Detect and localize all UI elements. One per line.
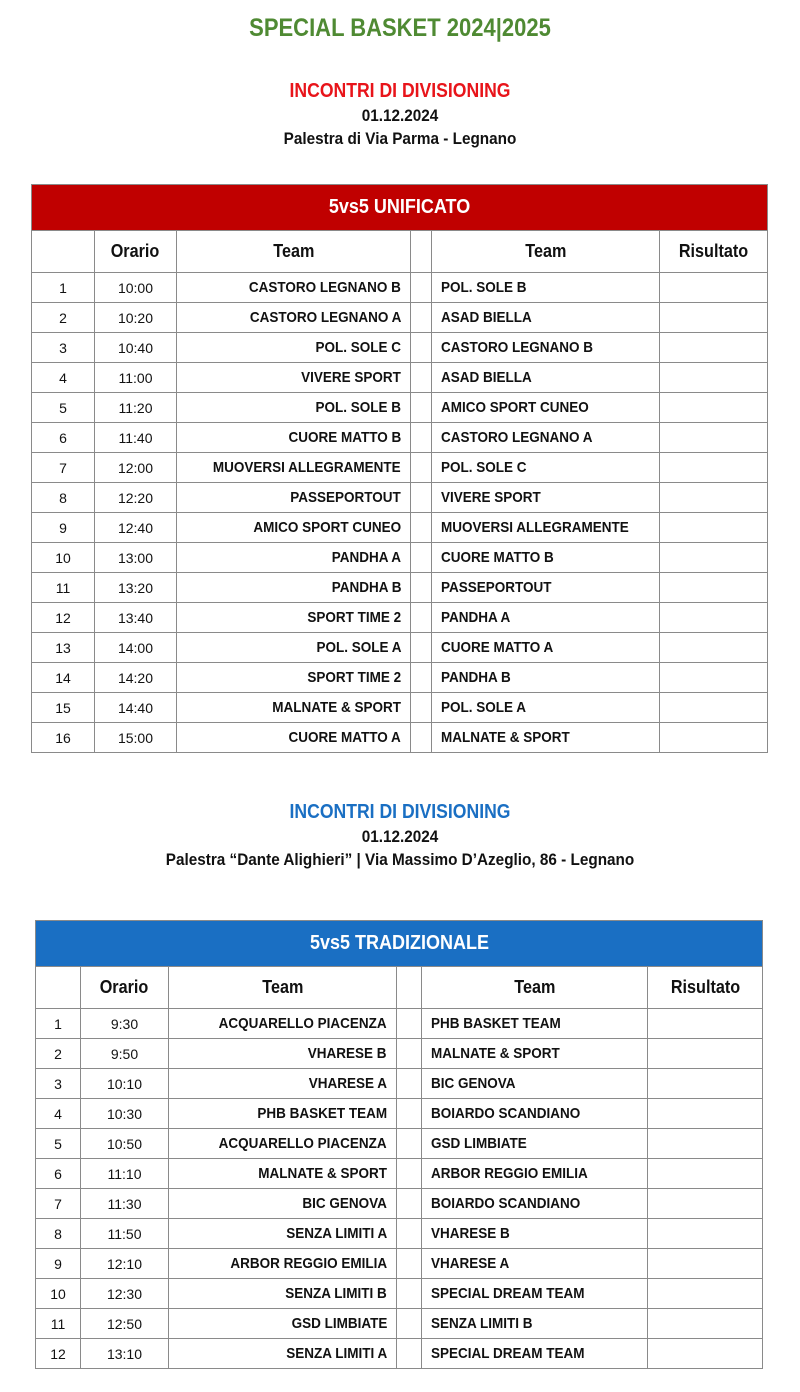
result-cell	[648, 1249, 763, 1279]
separator-cell	[397, 1039, 422, 1069]
separator-cell	[411, 513, 432, 543]
separator-cell	[397, 1099, 422, 1129]
team-away: PHB BASKET TEAM	[422, 1009, 648, 1039]
result-cell	[660, 363, 768, 393]
table-row	[32, 273, 768, 303]
result-cell	[660, 453, 768, 483]
match-number: 13	[32, 633, 95, 663]
match-time: 12:00	[95, 453, 177, 483]
separator-cell	[411, 633, 432, 663]
match-number: 1	[32, 273, 95, 303]
result-cell	[648, 1099, 763, 1129]
page-title: SPECIAL BASKET 2024|2025	[249, 14, 551, 42]
team-away: POL. SOLE C	[432, 453, 660, 483]
table-row	[32, 723, 768, 753]
result-cell	[660, 543, 768, 573]
section1-subtitle: INCONTRI DI DIVISIONING	[289, 80, 511, 102]
match-time: 10:10	[81, 1069, 169, 1099]
match-time: 11:10	[81, 1159, 169, 1189]
table-row	[36, 1039, 763, 1069]
table-row	[36, 1009, 763, 1039]
team-away: ASAD BIELLA	[432, 303, 660, 333]
team-home: SPORT TIME 2	[177, 603, 411, 633]
match-number: 6	[36, 1159, 81, 1189]
table-row	[36, 1309, 763, 1339]
table-row	[36, 1219, 763, 1249]
match-number: 15	[32, 693, 95, 723]
match-time: 11:00	[95, 363, 177, 393]
section1-heading	[0, 78, 800, 150]
result-cell	[648, 1069, 763, 1099]
match-number: 12	[36, 1339, 81, 1369]
match-time: 13:40	[95, 603, 177, 633]
result-cell	[660, 603, 768, 633]
match-time: 11:50	[81, 1219, 169, 1249]
team-home: MUOVERSI ALLEGRAMENTE	[177, 453, 411, 483]
separator-cell	[397, 1309, 422, 1339]
result-cell	[660, 723, 768, 753]
table-header-row	[36, 967, 763, 1009]
team-away: POL. SOLE B	[432, 273, 660, 303]
match-number: 12	[32, 603, 95, 633]
team-away: GSD LIMBIATE	[422, 1129, 648, 1159]
team-home: CASTORO LEGNANO B	[177, 273, 411, 303]
team-home: PANDHA A	[177, 543, 411, 573]
header-team-away: Team	[432, 231, 660, 273]
result-cell	[660, 423, 768, 453]
team-home: PANDHA B	[177, 573, 411, 603]
team-away: PASSEPORTOUT	[432, 573, 660, 603]
team-away: POL. SOLE A	[432, 693, 660, 723]
result-cell	[660, 333, 768, 363]
result-cell	[648, 1009, 763, 1039]
table-row	[36, 1279, 763, 1309]
team-home: SENZA LIMITI A	[169, 1219, 397, 1249]
result-cell	[660, 573, 768, 603]
separator-cell	[411, 723, 432, 753]
match-time: 10:20	[95, 303, 177, 333]
table-row	[32, 423, 768, 453]
result-cell	[660, 633, 768, 663]
match-number: 3	[32, 333, 95, 363]
match-time: 10:40	[95, 333, 177, 363]
separator-cell	[397, 1009, 422, 1039]
match-time: 14:20	[95, 663, 177, 693]
match-number: 10	[36, 1279, 81, 1309]
separator-cell	[411, 303, 432, 333]
team-home: SPORT TIME 2	[177, 663, 411, 693]
match-time: 12:50	[81, 1309, 169, 1339]
result-cell	[648, 1189, 763, 1219]
table-row	[32, 573, 768, 603]
section1-date: 01.12.2024	[361, 106, 439, 125]
table-row	[36, 1129, 763, 1159]
section2-venue: Palestra “Dante Alighieri” | Via Massimo D’Azeglio, 86 - Legnano	[165, 850, 635, 869]
table-row	[36, 1249, 763, 1279]
separator-cell	[397, 1339, 422, 1369]
team-home: ARBOR REGGIO EMILIA	[169, 1249, 397, 1279]
tradizionale-schedule-table	[35, 920, 763, 1369]
separator-cell	[411, 573, 432, 603]
team-away: CUORE MATTO B	[432, 543, 660, 573]
header-result: Risultato	[648, 967, 763, 1009]
team-home: VIVERE SPORT	[177, 363, 411, 393]
match-number: 8	[32, 483, 95, 513]
team-away: MALNATE & SPORT	[422, 1039, 648, 1069]
table-row	[32, 663, 768, 693]
team-away: BOIARDO SCANDIANO	[422, 1189, 648, 1219]
team-home: PASSEPORTOUT	[177, 483, 411, 513]
match-number: 9	[32, 513, 95, 543]
team-away: CASTORO LEGNANO A	[432, 423, 660, 453]
match-time: 12:40	[95, 513, 177, 543]
table-row	[36, 1339, 763, 1369]
section1-venue: Palestra di Via Parma - Legnano	[283, 129, 517, 148]
table-row	[32, 303, 768, 333]
team-home: GSD LIMBIATE	[169, 1309, 397, 1339]
match-time: 14:40	[95, 693, 177, 723]
match-number: 5	[32, 393, 95, 423]
separator-cell	[411, 483, 432, 513]
team-home: PHB BASKET TEAM	[169, 1099, 397, 1129]
match-time: 11:20	[95, 393, 177, 423]
table-header-row	[32, 231, 768, 273]
table-row	[32, 513, 768, 543]
team-home: CUORE MATTO B	[177, 423, 411, 453]
table-banner: 5vs5 UNIFICATO	[32, 185, 768, 231]
match-number: 8	[36, 1219, 81, 1249]
result-cell	[660, 693, 768, 723]
match-number: 5	[36, 1129, 81, 1159]
team-home: AMICO SPORT CUNEO	[177, 513, 411, 543]
separator-cell	[397, 1129, 422, 1159]
match-time: 15:00	[95, 723, 177, 753]
table-banner: 5vs5 TRADIZIONALE	[36, 921, 763, 967]
table-row	[32, 333, 768, 363]
separator-cell	[397, 1249, 422, 1279]
match-time: 13:10	[81, 1339, 169, 1369]
table-row	[32, 453, 768, 483]
team-home: SENZA LIMITI A	[169, 1339, 397, 1369]
team-away: VHARESE B	[422, 1219, 648, 1249]
header-team-home: Team	[177, 231, 411, 273]
separator-cell	[411, 453, 432, 483]
result-cell	[648, 1129, 763, 1159]
separator-cell	[411, 393, 432, 423]
table-row	[32, 633, 768, 663]
separator-cell	[397, 1159, 422, 1189]
table-row	[32, 693, 768, 723]
result-cell	[660, 513, 768, 543]
result-cell	[648, 1339, 763, 1369]
table-row	[32, 543, 768, 573]
team-away: SENZA LIMITI B	[422, 1309, 648, 1339]
separator-cell	[411, 543, 432, 573]
match-time: 13:00	[95, 543, 177, 573]
result-cell	[660, 393, 768, 423]
team-home: POL. SOLE C	[177, 333, 411, 363]
table-row	[32, 483, 768, 513]
separator-cell	[397, 1219, 422, 1249]
result-cell	[660, 303, 768, 333]
match-number: 2	[32, 303, 95, 333]
match-number: 2	[36, 1039, 81, 1069]
team-away: VIVERE SPORT	[432, 483, 660, 513]
table-row	[36, 1069, 763, 1099]
table-row	[32, 603, 768, 633]
table-row	[36, 1159, 763, 1189]
separator-cell	[411, 363, 432, 393]
section2-heading	[0, 799, 800, 871]
team-home: ACQUARELLO PIACENZA	[169, 1129, 397, 1159]
team-home: CASTORO LEGNANO A	[177, 303, 411, 333]
match-number: 3	[36, 1069, 81, 1099]
team-away: PANDHA B	[432, 663, 660, 693]
team-home: MALNATE & SPORT	[177, 693, 411, 723]
separator-cell	[411, 603, 432, 633]
team-away: VHARESE A	[422, 1249, 648, 1279]
team-home: VHARESE B	[169, 1039, 397, 1069]
match-time: 10:50	[81, 1129, 169, 1159]
result-cell	[648, 1219, 763, 1249]
match-time: 9:50	[81, 1039, 169, 1069]
result-cell	[648, 1159, 763, 1189]
team-away: BIC GENOVA	[422, 1069, 648, 1099]
table-row	[36, 1099, 763, 1129]
separator-cell	[411, 663, 432, 693]
match-number: 7	[32, 453, 95, 483]
team-away: AMICO SPORT CUNEO	[432, 393, 660, 423]
match-number: 11	[36, 1309, 81, 1339]
result-cell	[660, 483, 768, 513]
match-time: 12:10	[81, 1249, 169, 1279]
team-home: VHARESE A	[169, 1069, 397, 1099]
separator-cell	[397, 1069, 422, 1099]
match-time: 11:40	[95, 423, 177, 453]
header-time: Orario	[95, 231, 177, 273]
team-home: POL. SOLE B	[177, 393, 411, 423]
table-row	[36, 1189, 763, 1219]
team-away: MUOVERSI ALLEGRAMENTE	[432, 513, 660, 543]
team-away: PANDHA A	[432, 603, 660, 633]
table-row	[32, 393, 768, 423]
result-cell	[660, 663, 768, 693]
team-away: CUORE MATTO A	[432, 633, 660, 663]
match-time: 10:00	[95, 273, 177, 303]
result-cell	[648, 1039, 763, 1069]
team-home: POL. SOLE A	[177, 633, 411, 663]
header-team-home: Team	[169, 967, 397, 1009]
separator-cell	[411, 423, 432, 453]
separator-cell	[411, 333, 432, 363]
match-number: 10	[32, 543, 95, 573]
team-home: SENZA LIMITI B	[169, 1279, 397, 1309]
team-away: CASTORO LEGNANO B	[432, 333, 660, 363]
match-number: 6	[32, 423, 95, 453]
match-time: 10:30	[81, 1099, 169, 1129]
match-number: 9	[36, 1249, 81, 1279]
match-number: 4	[36, 1099, 81, 1129]
team-home: BIC GENOVA	[169, 1189, 397, 1219]
header-team-away: Team	[422, 967, 648, 1009]
team-away: ARBOR REGGIO EMILIA	[422, 1159, 648, 1189]
team-away: SPECIAL DREAM TEAM	[422, 1279, 648, 1309]
team-away: ASAD BIELLA	[432, 363, 660, 393]
match-time: 11:30	[81, 1189, 169, 1219]
match-number: 7	[36, 1189, 81, 1219]
match-number: 16	[32, 723, 95, 753]
team-away: BOIARDO SCANDIANO	[422, 1099, 648, 1129]
separator-cell	[411, 693, 432, 723]
team-home: MALNATE & SPORT	[169, 1159, 397, 1189]
match-time: 12:30	[81, 1279, 169, 1309]
section2-date: 01.12.2024	[361, 827, 439, 846]
match-time: 14:00	[95, 633, 177, 663]
header-result: Risultato	[660, 231, 768, 273]
unificato-schedule-table	[31, 184, 768, 753]
section2-subtitle: INCONTRI DI DIVISIONING	[289, 801, 511, 823]
match-number: 4	[32, 363, 95, 393]
result-cell	[648, 1279, 763, 1309]
match-number: 11	[32, 573, 95, 603]
match-time: 9:30	[81, 1009, 169, 1039]
separator-cell	[397, 1279, 422, 1309]
result-cell	[660, 273, 768, 303]
result-cell	[648, 1309, 763, 1339]
header-time: Orario	[81, 967, 169, 1009]
match-number: 14	[32, 663, 95, 693]
match-time: 12:20	[95, 483, 177, 513]
team-home: ACQUARELLO PIACENZA	[169, 1009, 397, 1039]
match-time: 13:20	[95, 573, 177, 603]
table-row	[32, 363, 768, 393]
team-home: CUORE MATTO A	[177, 723, 411, 753]
match-number: 1	[36, 1009, 81, 1039]
separator-cell	[397, 1189, 422, 1219]
team-away: SPECIAL DREAM TEAM	[422, 1339, 648, 1369]
team-away: MALNATE & SPORT	[432, 723, 660, 753]
separator-cell	[411, 273, 432, 303]
